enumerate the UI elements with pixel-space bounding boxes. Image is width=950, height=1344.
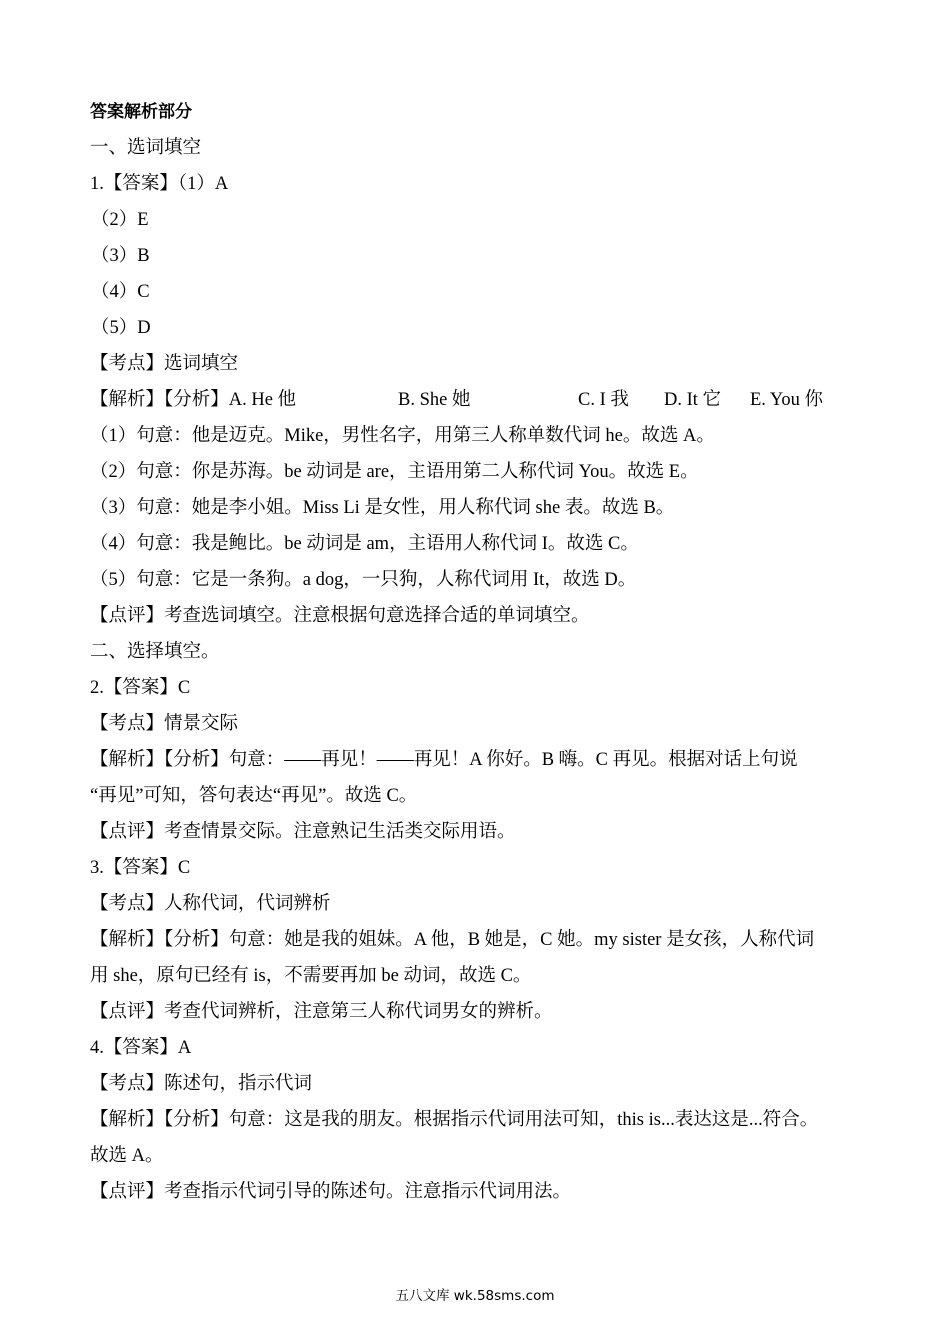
q3-analysis-1: 【解析】【分析】句意：她是我的姐妹。A 他，B 她是，C 她。my sister 是女孩，人称代词 bbox=[90, 930, 815, 950]
section-heading-2: 二、选择填空。 bbox=[90, 642, 220, 662]
q4-analysis-2: 故选 A。 bbox=[90, 1146, 164, 1166]
q3-answer: 3.【答案】C bbox=[90, 858, 191, 878]
document-body bbox=[90, 94, 860, 1210]
q2-point: 【考点】情景交际 bbox=[90, 714, 239, 734]
q1-answer-2: （2）E bbox=[91, 210, 149, 230]
q4-comment: 【点评】考查指示代词引导的陈述句。注意指示代词用法。 bbox=[90, 1182, 572, 1202]
q3-point: 【考点】人称代词，代词辨析 bbox=[90, 894, 331, 914]
q1-answer: 1.【答案】（1）A bbox=[90, 174, 229, 194]
q1-answer-4: （4）C bbox=[91, 282, 150, 302]
q1-comment: 【点评】考查选词填空。注意根据句意选择合适的单词填空。 bbox=[90, 606, 590, 626]
q1-explanation-2: （2）句意：你是苏海。be 动词是 are，主语用第二人称代词 You。故选 E。 bbox=[90, 462, 699, 482]
q1-explanation-3: （3）句意：她是李小姐。Miss Li 是女性，用人称代词 she 表。故选 B。 bbox=[90, 498, 675, 518]
document-title: 答案解析部分 bbox=[90, 102, 192, 122]
q1-explanation-4: （4）句意：我是鲍比。be 动词是 am，主语用人称代词 I。故选 C。 bbox=[90, 534, 639, 554]
q1-analysis-options bbox=[90, 382, 860, 418]
section-heading-1: 一、选词填空 bbox=[90, 138, 202, 158]
page-footer: 五八文库 wk.58sms.com bbox=[395, 1288, 555, 1304]
q3-analysis-2: 用 she，原句已经有 is，不需要再加 be 动词，故选 C。 bbox=[90, 966, 532, 986]
q3-comment: 【点评】考查代词辨析，注意第三人称代词男女的辨析。 bbox=[90, 1002, 553, 1022]
q2-analysis-1: 【解析】【分析】句意：——再见！——再见！A 你好。B 嗨。C 再见。根据对话上句说 bbox=[90, 750, 798, 770]
q2-comment: 【点评】考查情景交际。注意熟记生活类交际用语。 bbox=[90, 822, 516, 842]
q2-answer: 2.【答案】C bbox=[90, 678, 191, 698]
q4-point: 【考点】陈述句，指示代词 bbox=[90, 1074, 313, 1094]
q2-analysis-2: “再见”可知，答句表达“再见”。故选 C。 bbox=[90, 786, 418, 806]
q1-option-e: E. You 你 bbox=[750, 390, 823, 410]
q1-option-d: D. It 它 bbox=[664, 390, 722, 410]
q1-explanation-5: （5）句意：它是一条狗。a dog，一只狗，人称代词用 It，故选 D。 bbox=[90, 570, 637, 590]
q1-answer-5: （5）D bbox=[91, 318, 151, 338]
q4-answer: 4.【答案】A bbox=[90, 1038, 192, 1058]
q1-answer-3: （3）B bbox=[91, 246, 150, 266]
q1-option-b: B. She 她 bbox=[398, 390, 471, 410]
q1-option-c: C. I 我 bbox=[578, 390, 629, 410]
q1-analysis-label: 【解析】【分析】A. He 他 bbox=[90, 390, 297, 410]
q1-explanation-1: （1）句意：他是迈克。Mike，男性名字，用第三人称单数代词 he。故选 A。 bbox=[90, 426, 715, 446]
q1-point: 【考点】选词填空 bbox=[90, 354, 239, 374]
q4-analysis-1: 【解析】【分析】句意：这是我的朋友。根据指示代词用法可知，this is...表达这是...符合。 bbox=[90, 1110, 819, 1130]
